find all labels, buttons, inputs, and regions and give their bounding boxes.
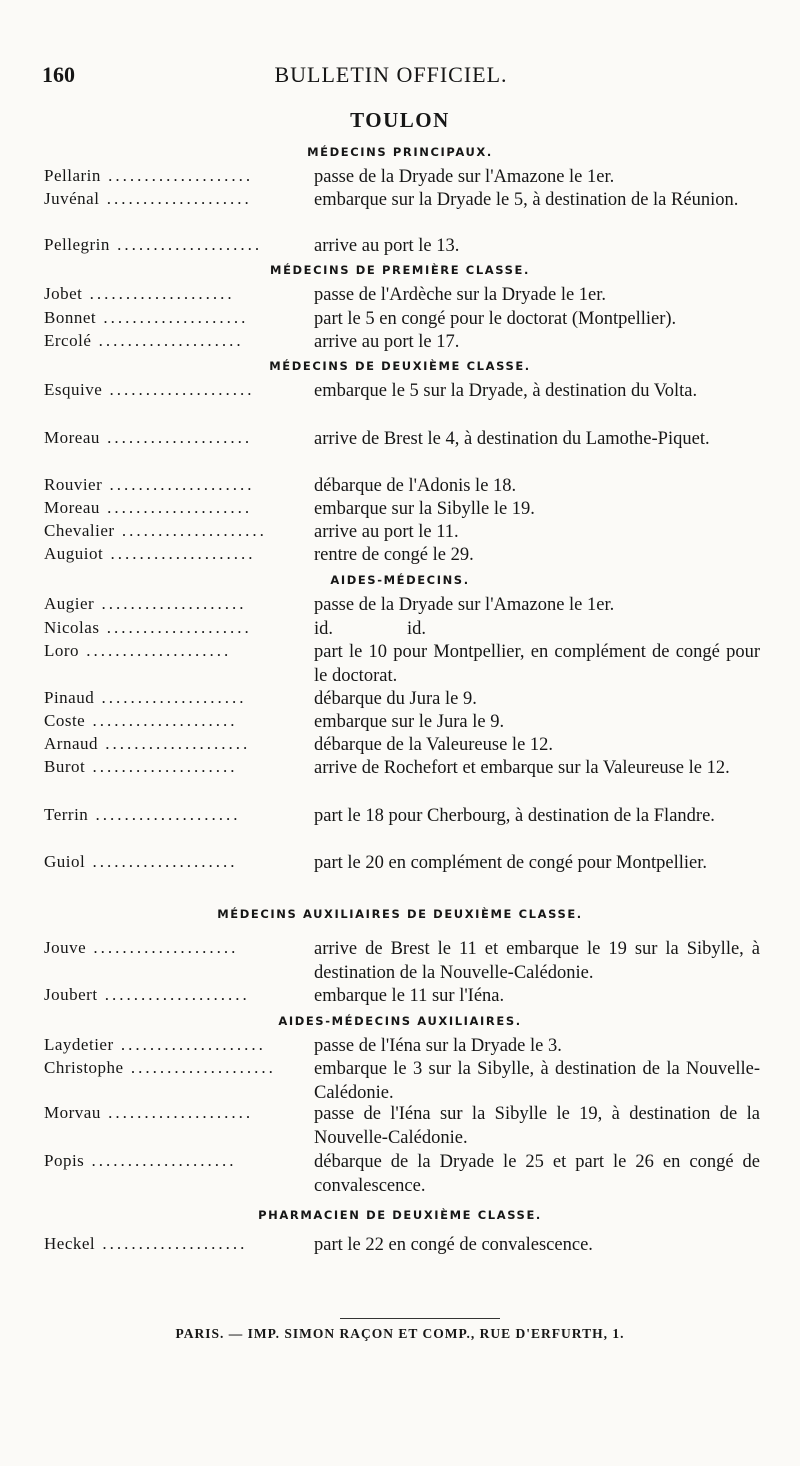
entry-name: Augier .................... bbox=[44, 594, 247, 613]
section-heading: MÉDECINS DE PREMIÈRE CLASSE. bbox=[270, 263, 530, 277]
entry-row bbox=[44, 852, 760, 876]
entry-name: Burot .................... bbox=[44, 757, 238, 776]
entry-name: Jobet .................... bbox=[44, 284, 235, 303]
page-number: 160 bbox=[42, 62, 75, 87]
entry-name: Morvau .................... bbox=[44, 1103, 254, 1122]
entry-name: Juvénal .................... bbox=[44, 189, 252, 208]
entry-name: Loro .................... bbox=[44, 641, 232, 660]
entry-name: Rouvier .................... bbox=[44, 475, 255, 494]
entry-row bbox=[44, 1058, 760, 1105]
entry-text: part le 22 en congé de convalescence. bbox=[314, 1235, 593, 1255]
entry-text: débarque de la Valeureuse le 12. bbox=[314, 735, 554, 755]
entry-text: part le 5 en congé pour le doctorat (Montpellier). bbox=[314, 309, 677, 329]
entry-text: passe de la Dryade sur l'Amazone le 1er. bbox=[314, 595, 615, 615]
entry-text: embarque le 3 sur la Sibylle, à destination de la Nouvelle-Calédonie. bbox=[314, 1059, 760, 1103]
entry-row bbox=[44, 308, 760, 332]
entry-row bbox=[44, 734, 760, 758]
entry-name: Laydetier .................... bbox=[44, 1035, 266, 1054]
entry-text: arrive de Rochefort et embarque sur la Valeureuse le 12. bbox=[314, 758, 730, 778]
entry-name: Joubert .................... bbox=[44, 985, 250, 1004]
entry-name: Pinaud .................... bbox=[44, 688, 247, 707]
entry-row bbox=[44, 594, 760, 618]
entry-row bbox=[44, 475, 760, 499]
entry-text: part le 18 pour Cherbourg, à destination de la Flandre. bbox=[314, 806, 715, 826]
entry-text: embarque le 11 sur l'Iéna. bbox=[314, 986, 505, 1006]
entry-text: arrive au port le 17. bbox=[314, 332, 460, 352]
entry-row bbox=[44, 1103, 760, 1150]
entry-name: Moreau .................... bbox=[44, 428, 253, 447]
entry-row bbox=[44, 189, 760, 213]
entry-name: Arnaud .................... bbox=[44, 734, 251, 753]
entry-row bbox=[44, 544, 760, 568]
entry-row bbox=[44, 757, 760, 781]
entry-text: embarque sur la Dryade le 5, à destination de la Réunion. bbox=[314, 190, 739, 210]
journal-title: BULLETIN OFFICIEL. bbox=[274, 62, 508, 87]
entry-name: Moreau .................... bbox=[44, 498, 253, 517]
entry-row bbox=[44, 641, 760, 688]
entry-name: Guiol .................... bbox=[44, 852, 238, 871]
entry-row bbox=[44, 166, 760, 190]
entry-name: Nicolas .................... bbox=[44, 618, 252, 637]
entry-row bbox=[44, 938, 760, 985]
entry-text: débarque du Jura le 9. bbox=[314, 689, 477, 709]
entry-text: part le 20 en complément de congé pour Montpellier. bbox=[314, 853, 708, 873]
entry-text: arrive au port le 13. bbox=[314, 236, 460, 256]
city-heading: TOULON bbox=[350, 108, 450, 132]
entry-row bbox=[44, 1151, 760, 1198]
section-heading: PHARMACIEN DE DEUXIÈME CLASSE. bbox=[258, 1208, 542, 1222]
entry-row bbox=[44, 1234, 760, 1258]
entry-row bbox=[44, 380, 760, 404]
entry-name: Jouve .................... bbox=[44, 938, 239, 957]
entry-text: arrive au port le 11. bbox=[314, 522, 459, 542]
entry-text: passe de l'Iéna sur la Sibylle le 19, à destination de la Nouvelle-Calédonie. bbox=[314, 1104, 760, 1148]
entry-row bbox=[44, 985, 760, 1009]
entry-text: arrive de Brest le 11 et embarque le 19 sur la Sibylle, à destination de la Nouvelle-Calédonie. bbox=[314, 939, 760, 983]
entry-row bbox=[44, 711, 760, 735]
entry-name: Christophe .................... bbox=[44, 1058, 276, 1077]
entry-name: Coste .................... bbox=[44, 711, 238, 730]
entry-text: rentre de congé le 29. bbox=[314, 545, 474, 565]
entry-text: débarque de l'Adonis le 18. bbox=[314, 476, 517, 496]
entry-name: Terrin .................... bbox=[44, 805, 241, 824]
entry-name: Popis .................... bbox=[44, 1151, 237, 1170]
entry-name: Esquive .................... bbox=[44, 380, 255, 399]
entry-text: arrive de Brest le 4, à destination du Lamothe-Piquet. bbox=[314, 429, 710, 449]
entry-text: débarque de la Dryade le 25 et part le 26 en congé de convalescence. bbox=[314, 1152, 760, 1196]
printer-imprint: PARIS. — IMP. SIMON RAÇON ET COMP., RUE D'ERFURTH, 1. bbox=[175, 1326, 625, 1341]
entry-row bbox=[44, 331, 760, 355]
entry-text: passe de la Dryade sur l'Amazone le 1er. bbox=[314, 167, 615, 187]
section-heading: MÉDECINS PRINCIPAUX. bbox=[307, 145, 493, 159]
entry-row bbox=[44, 805, 760, 829]
entry-name: Pellegrin .................... bbox=[44, 235, 263, 254]
entry-name: Auguiot .................... bbox=[44, 544, 256, 563]
entry-name: Ercolé .................... bbox=[44, 331, 244, 350]
entry-name: Pellarin .................... bbox=[44, 166, 254, 185]
running-head bbox=[42, 62, 740, 92]
entry-text: id. id. bbox=[314, 619, 427, 639]
footer-rule bbox=[340, 1318, 500, 1319]
entry-row bbox=[44, 284, 760, 308]
entry-name: Bonnet .................... bbox=[44, 308, 249, 327]
entry-text: part le 10 pour Montpellier, en complément de congé pour le doctorat. bbox=[314, 642, 760, 686]
entry-row bbox=[44, 521, 760, 545]
entry-name: Heckel .................... bbox=[44, 1234, 248, 1253]
entry-text: embarque sur la Sibylle le 19. bbox=[314, 499, 535, 519]
entry-row bbox=[44, 428, 760, 452]
entry-text: embarque sur le Jura le 9. bbox=[314, 712, 505, 732]
section-heading: MÉDECINS AUXILIAIRES DE DEUXIÈME CLASSE. bbox=[217, 907, 583, 921]
section-heading: MÉDECINS DE DEUXIÈME CLASSE. bbox=[269, 359, 531, 373]
entry-row bbox=[44, 235, 760, 259]
entry-text: passe de l'Iéna sur la Dryade le 3. bbox=[314, 1036, 562, 1056]
section-heading: AIDES-MÉDECINS AUXILIAIRES. bbox=[278, 1014, 522, 1028]
entry-row bbox=[44, 688, 760, 712]
entry-row bbox=[44, 618, 760, 642]
entry-row bbox=[44, 1035, 760, 1059]
entry-row bbox=[44, 498, 760, 522]
entry-text: embarque le 5 sur la Dryade, à destination du Volta. bbox=[314, 381, 698, 401]
entry-name: Chevalier .................... bbox=[44, 521, 267, 540]
section-heading: AIDES-MÉDECINS. bbox=[330, 573, 470, 587]
entry-text: passe de l'Ardèche sur la Dryade le 1er. bbox=[314, 285, 607, 305]
